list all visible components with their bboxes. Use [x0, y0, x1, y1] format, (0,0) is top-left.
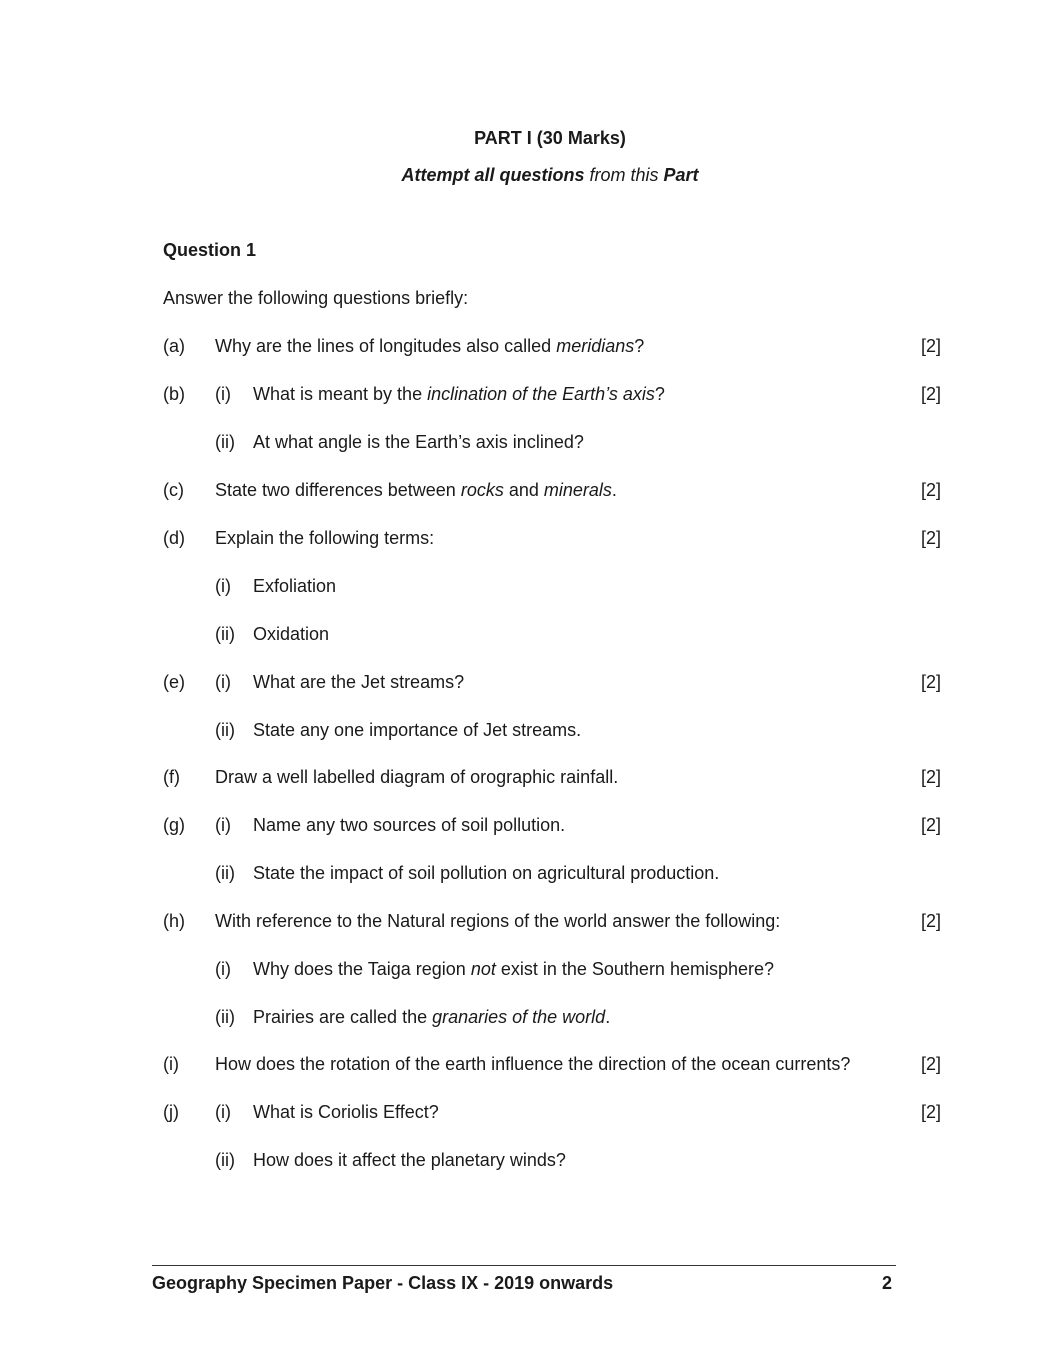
item-a-marks: [2]	[921, 336, 942, 356]
item-g-label: (g)	[163, 815, 185, 835]
item-h-marks: [2]	[921, 911, 942, 931]
footer-divider	[152, 1265, 896, 1266]
footer	[152, 1271, 896, 1295]
page-number: 2	[881, 1273, 892, 1293]
item-f-marks: [2]	[921, 767, 942, 787]
item-h-i-text: Why does the Taiga region not exist in the Southern hemisphere?	[253, 959, 775, 979]
footer-title: Geography Specimen Paper - Class IX - 2019 onwards	[152, 1273, 614, 1293]
item-d-text: Explain the following terms:	[215, 528, 435, 548]
item-d-label: (d)	[163, 528, 185, 548]
item-c-marks: [2]	[921, 480, 942, 500]
item-d-ii-label: (ii)	[215, 624, 235, 644]
question-heading: Question 1	[163, 240, 257, 260]
item-i-marks: [2]	[921, 1054, 942, 1074]
item-g-i-label: (i)	[215, 815, 231, 835]
item-b-ii-label: (ii)	[215, 432, 235, 452]
item-j-ii-label: (ii)	[215, 1150, 235, 1170]
item-b-label: (b)	[163, 384, 185, 404]
item-j-marks: [2]	[921, 1102, 942, 1122]
item-b-i-text: What is meant by the inclination of the Earth’s axis?	[253, 384, 665, 404]
item-h-ii-text: Prairies are called the granaries of the world.	[253, 1007, 611, 1027]
item-d-i-label: (i)	[215, 576, 231, 596]
item-d-ii-text: Oxidation	[253, 624, 330, 644]
item-d-marks: [2]	[921, 528, 942, 548]
item-e-ii-text: State any one importance of Jet streams.	[253, 720, 582, 740]
item-e-marks: [2]	[921, 672, 942, 692]
item-b-ii-text: At what angle is the Earth’s axis inclined?	[253, 432, 584, 452]
item-a-text: Why are the lines of longitudes also called meridians?	[215, 336, 645, 356]
item-j-label: (j)	[163, 1102, 179, 1122]
part-instruction: Attempt all questions from this Part	[401, 165, 699, 185]
item-h-label: (h)	[163, 911, 185, 931]
part-title: PART I (30 Marks)	[474, 128, 626, 148]
item-b-i-label: (i)	[215, 384, 231, 404]
item-i-text: How does the rotation of the earth influence the direction of the ocean currents?	[215, 1054, 851, 1074]
item-b-marks: [2]	[921, 384, 942, 404]
item-h-i-label: (i)	[215, 959, 231, 979]
item-g-marks: [2]	[921, 815, 942, 835]
item-g-i-text: Name any two sources of soil pollution.	[253, 815, 566, 835]
item-e-label: (e)	[163, 672, 185, 692]
item-c-label: (c)	[163, 480, 184, 500]
item-d-i-text: Exfoliation	[253, 576, 337, 596]
item-c-text: State two differences between rocks and minerals.	[215, 480, 617, 500]
item-f-text: Draw a well labelled diagram of orographic rainfall.	[215, 767, 619, 787]
question-intro: Answer the following questions briefly:	[163, 288, 469, 308]
item-e-ii-label: (ii)	[215, 720, 235, 740]
item-j-i-label: (i)	[215, 1102, 231, 1122]
item-j-i-text: What is Coriolis Effect?	[253, 1102, 439, 1122]
item-g-ii-label: (ii)	[215, 863, 235, 883]
item-h-ii-label: (ii)	[215, 1007, 235, 1027]
item-g-ii-text: State the impact of soil pollution on agricultural production.	[253, 863, 720, 883]
item-e-i-text: What are the Jet streams?	[253, 672, 465, 692]
item-a-label: (a)	[163, 336, 185, 356]
item-j-ii-text: How does it affect the planetary winds?	[253, 1150, 566, 1170]
item-e-i-label: (i)	[215, 672, 231, 692]
item-h-text: With reference to the Natural regions of the world answer the following:	[215, 911, 781, 931]
item-i-label: (i)	[163, 1054, 179, 1074]
item-f-label: (f)	[163, 767, 180, 787]
